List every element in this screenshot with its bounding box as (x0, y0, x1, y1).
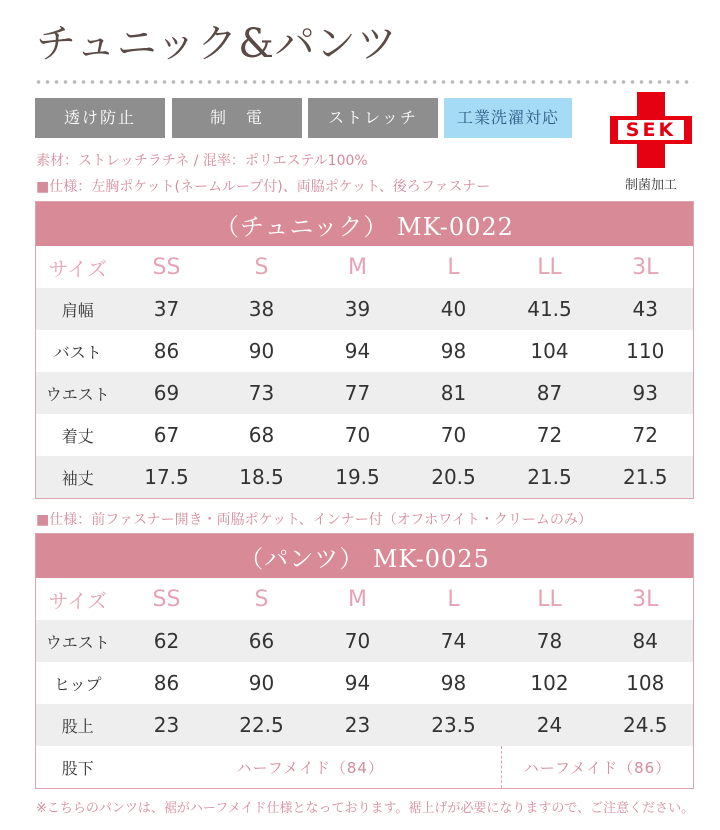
table-cell: 70 (406, 414, 502, 456)
tunic-spec-info: ■仕様：左胸ポケット(ネームループ付)、両脇ポケット、後ろファスナー (36, 179, 491, 195)
table-cell: 23 (310, 704, 406, 746)
sek-logo: SEK (616, 118, 686, 142)
size-l: L (406, 578, 502, 620)
table-cell: 102 (502, 662, 598, 704)
table-cell: 21.5 (598, 456, 694, 499)
table-cell: 86 (120, 662, 214, 704)
pants-spec-info: ■仕様：前ファスナー開き・両脇ポケット、インナー付（オフホワイト・クリームのみ） (36, 512, 592, 528)
tag-stretch: ストレッチ (308, 98, 438, 138)
table-cell: 43 (598, 288, 694, 330)
size-label: サイズ (36, 578, 120, 620)
size-s: S (214, 246, 310, 288)
size-l: L (406, 246, 502, 288)
table-cell: 23 (120, 704, 214, 746)
table-cell: 17.5 (120, 456, 214, 499)
table-cell: 23.5 (406, 704, 502, 746)
page-title: チュニック&パンツ (36, 21, 398, 67)
tunic-size-table (35, 201, 694, 499)
size-ll: LL (502, 246, 598, 288)
table-cell: 94 (310, 662, 406, 704)
table-row (36, 330, 694, 372)
half-made-inseam-a: ハーフメイド（84） (120, 746, 502, 789)
row-label: ウエスト (36, 372, 120, 414)
size-3l: 3L (598, 246, 694, 288)
table-cell: 73 (214, 372, 310, 414)
table-cell: 66 (214, 620, 310, 662)
table-cell: 70 (310, 620, 406, 662)
table-cell: 21.5 (502, 456, 598, 499)
row-label: 肩幅 (36, 288, 120, 330)
table-cell: 62 (120, 620, 214, 662)
table-cell: 39 (310, 288, 406, 330)
row-label: 股下 (36, 746, 120, 789)
half-made-inseam-b: ハーフメイド（86） (502, 746, 694, 789)
table-cell: 18.5 (214, 456, 310, 499)
table-cell: 87 (502, 372, 598, 414)
row-label: 着丈 (36, 414, 120, 456)
table-cell: 72 (598, 414, 694, 456)
table-cell: 22.5 (214, 704, 310, 746)
row-label: バスト (36, 330, 120, 372)
table-cell: 37 (120, 288, 214, 330)
sek-label: 制菌加工 (624, 178, 677, 193)
table-cell: 84 (598, 620, 694, 662)
table-row-inseam (36, 746, 694, 789)
table-cell: 90 (214, 662, 310, 704)
table-cell: 38 (214, 288, 310, 330)
row-label: 袖丈 (36, 456, 120, 499)
table-row (36, 704, 694, 746)
red-cross-icon (610, 92, 692, 168)
pants-size-table (35, 533, 694, 789)
table-cell: 74 (406, 620, 502, 662)
table-cell: 40 (406, 288, 502, 330)
dotted-divider (34, 80, 694, 84)
table-cell: 110 (598, 330, 694, 372)
table-cell: 86 (120, 330, 214, 372)
tunic-size-row (36, 246, 694, 288)
table-row (36, 372, 694, 414)
table-cell: 94 (310, 330, 406, 372)
tag-industrial-wash: 工業洗濯対応 (444, 98, 572, 138)
table-cell: 72 (502, 414, 598, 456)
size-m: M (310, 246, 406, 288)
table-cell: 104 (502, 330, 598, 372)
table-cell: 98 (406, 662, 502, 704)
table-cell: 77 (310, 372, 406, 414)
table-cell: 24.5 (598, 704, 694, 746)
size-ss: SS (120, 246, 214, 288)
table-cell: 108 (598, 662, 694, 704)
table-cell: 70 (310, 414, 406, 456)
table-cell: 19.5 (310, 456, 406, 499)
table-cell: 81 (406, 372, 502, 414)
row-label: ウエスト (36, 620, 120, 662)
tag-antistatic: 制 電 (172, 98, 302, 138)
pants-size-row (36, 578, 694, 620)
table-cell: 93 (598, 372, 694, 414)
size-s: S (214, 578, 310, 620)
tunic-table-header: （チュニック） MK-0022 (36, 202, 694, 247)
table-cell: 68 (214, 414, 310, 456)
table-cell: 20.5 (406, 456, 502, 499)
footnote: ※こちらのパンツは、裾がハーフメイド仕様となっております。裾上げが必要になりますので、ご注意ください。 (36, 801, 695, 816)
sek-antibacterial-badge (610, 92, 692, 198)
size-label: サイズ (36, 246, 120, 288)
table-cell: 78 (502, 620, 598, 662)
table-row (36, 456, 694, 499)
size-ll: LL (502, 578, 598, 620)
table-cell: 98 (406, 330, 502, 372)
pants-table-header: （パンツ） MK-0025 (36, 534, 694, 579)
table-row (36, 620, 694, 662)
table-cell: 67 (120, 414, 214, 456)
size-3l: 3L (598, 578, 694, 620)
table-cell: 90 (214, 330, 310, 372)
table-row (36, 288, 694, 330)
tag-see-through-prevention: 透け防止 (35, 98, 165, 138)
material-info: 素材：ストレッチラチネ / 混率：ポリエステル100% (36, 153, 368, 169)
row-label: ヒップ (36, 662, 120, 704)
table-row (36, 414, 694, 456)
table-cell: 69 (120, 372, 214, 414)
row-label: 股上 (36, 704, 120, 746)
size-m: M (310, 578, 406, 620)
table-row (36, 662, 694, 704)
size-ss: SS (120, 578, 214, 620)
table-cell: 24 (502, 704, 598, 746)
table-cell: 41.5 (502, 288, 598, 330)
